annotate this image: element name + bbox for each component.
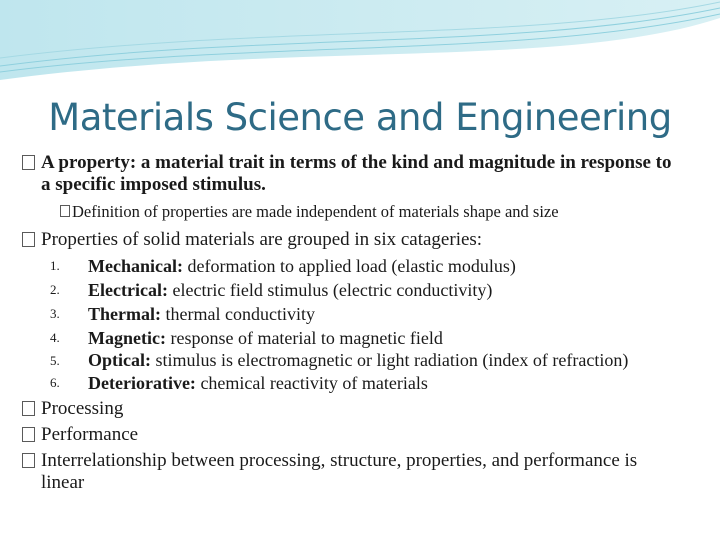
categories-list xyxy=(22,254,682,395)
bullet-interrelationship xyxy=(22,450,682,494)
bullet-box-icon xyxy=(60,205,70,217)
categories-intro: Properties of solid materials are grouped in six catageries: xyxy=(41,229,483,250)
bullet-categories xyxy=(22,229,682,251)
list-item xyxy=(22,302,682,326)
processing-text: Processing xyxy=(41,398,124,419)
sub-bullet-definition xyxy=(22,202,682,221)
category-name: Deteriorative: xyxy=(88,373,196,393)
property-term: A property: xyxy=(41,152,137,173)
definition-text: Definition of properties are made independent of materials shape and size xyxy=(72,202,559,221)
slide-content xyxy=(22,152,682,494)
slide-title: Materials Science and Engineering xyxy=(48,96,672,139)
category-name: Magnetic: xyxy=(88,328,166,348)
list-number: 3. xyxy=(50,306,60,321)
list-number: 4. xyxy=(50,330,60,345)
list-number: 2. xyxy=(50,282,60,297)
bullet-box-icon xyxy=(22,155,35,170)
performance-text: Performance xyxy=(41,424,139,445)
category-desc: chemical reactivity of materials xyxy=(195,373,428,393)
bullet-box-icon xyxy=(22,427,35,442)
bullet-box-icon xyxy=(22,453,35,468)
list-item xyxy=(22,326,682,350)
property-definition: a material trait in terms of the kind and magnitude in response to a specific imposed stimulus. xyxy=(41,152,672,195)
list-item xyxy=(22,350,682,371)
category-desc: thermal conductivity xyxy=(160,304,315,324)
bullet-processing xyxy=(22,398,682,420)
list-number: 5. xyxy=(50,353,60,368)
category-desc: electric field stimulus (electric conductivity) xyxy=(167,280,493,300)
header-wave-decoration xyxy=(0,0,720,90)
list-number: 6. xyxy=(50,375,60,390)
category-name: Thermal: xyxy=(88,304,161,324)
bullet-performance xyxy=(22,424,682,446)
bullet-box-icon xyxy=(22,401,35,416)
interrelationship-text: Interrelationship between processing, structure, properties, and performance is linear xyxy=(41,450,638,493)
category-name: Optical: xyxy=(88,350,151,370)
list-number: 1. xyxy=(50,258,60,273)
list-item xyxy=(22,254,682,278)
category-name: Electrical: xyxy=(88,280,168,300)
category-desc: stimulus is electromagnetic or light radiation (index of refraction) xyxy=(151,350,629,370)
list-item xyxy=(22,371,682,395)
bullet-property xyxy=(22,152,682,196)
category-desc: response of material to magnetic field xyxy=(165,328,443,348)
category-desc: deformation to applied load (elastic modulus) xyxy=(182,256,516,276)
category-name: Mechanical: xyxy=(88,256,183,276)
bullet-box-icon xyxy=(22,232,35,247)
list-item xyxy=(22,278,682,302)
